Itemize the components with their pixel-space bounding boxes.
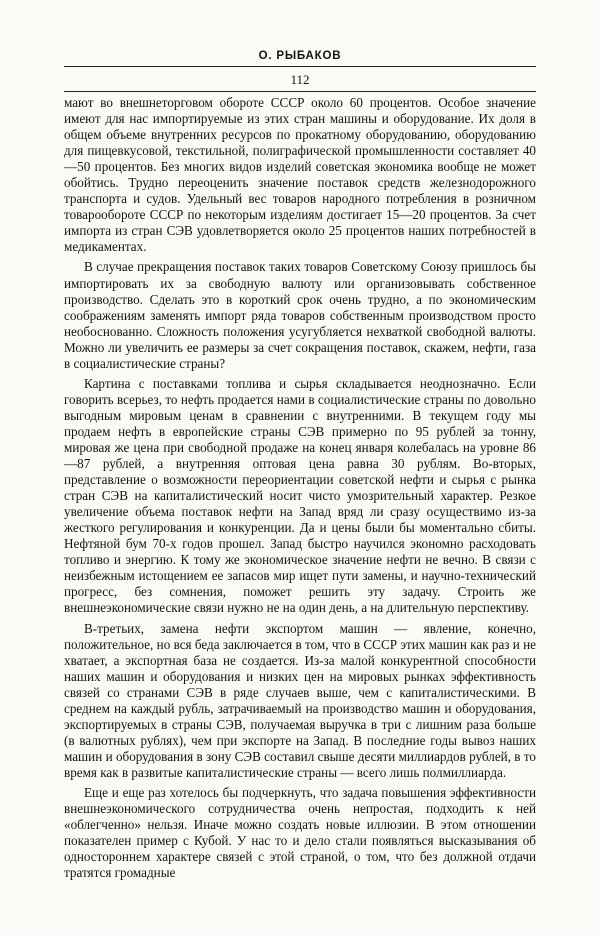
page-number: 112 — [290, 72, 310, 87]
paragraph-1: мают во внешнеторговом обороте СССР около 60 процентов. Особое значение имеют для нас импортируемые из этих стран машины и оборудование. Их доля в общем объеме внутренних ресурсов по прокатному оборудованию, оборудованию для пищевкусовой, текстильной, полиграфической промышленности составляет 40—50 процентов. Без многих видов изделий советская экономика вообще не может обойтись. Трудно переоценить значение поставок средств железнодорожного транспорта и судов. Удельный вес товаров народного потребления в розничном товарообороте СССР по некоторым изделиям достигает 15—20 процентов. За счет импорта из стран СЭВ удовлетворяется около 25 процентов наших потребностей в медикаментах. — [64, 95, 536, 255]
running-title: О. РЫБАКОВ — [258, 50, 342, 62]
paragraph-5: Еще и еще раз хотелось бы подчеркнуть, что задача повышения эффективности внешнеэкономического сотрудничества очень непростая, подходить к ней «облегченно» нельзя. Иначе можно создать новые иллюзии. В этом отношении показателен пример с Кубой. У нас то и дело стали появляться высказывания об одностороннем характере связей с этой страной, о том, что без должной отдачи тратятся громадные — [64, 784, 536, 881]
header-rule-top — [64, 66, 536, 67]
paragraph-4: В-третьих, замена нефти экспортом машин — явление, конечно, положительное, но вся беда заключается в том, что в СССР этих машин как раз и не хватает, а экспортная база не создается. Из-за малой конкурентной способности наших машин и оборудования и низких цен на мировых рынках эффективность связей со странами СЭВ в ряде случаев выше, чем с капиталистическими. В среднем на каждый рубль, затрачиваемый на производство машин и оборудования, экспортируемых в страны СЭВ, получаемая выручка в три с лишним раза больше (в валютных рублях), чем при экспорте на Запад. В последние годы вывоз наших машин и оборудования в зону СЭВ составил свыше десяти миллиардов рублей, в то время как в развитые капиталистические страны — всего лишь полмиллиарда. — [64, 620, 536, 780]
paragraph-3: Картина с поставками топлива и сырья складывается неоднозначно. Если говорить всерьез, то нефть продается нами в социалистические страны по довольно выгодным мировым ценам в сравнении с внутренними. В текущем году мы продаем нефть в европейские страны СЭВ примерно по 95 рублей за тонну, мировая же цена при свободной продаже на конец января колебалась на уровне 86—87 рублей, а внутренняя оптовая цена равна 30 рублям. Во-вторых, представление о возможности переориентации советской нефти и сырья с рынка стран СЭВ на капиталистический носит чисто умозрительный характер. Резкое увеличение объема поставок нефти на Запад вряд ли сразу осуществимо из-за жесткого регулирования и конкуренции. Да и цены были бы моментально сбиты. Нефтяной бум 70-х годов прошел. Запад быстро научился экономно расходовать топливо и энергию. К тому же экономическое значение нефти не вечно. В связи с неизбежным истощением ее запасов мир ищет пути замены, и научно-технический прогресс, без сомнения, поможет решить эту задачу. Строить же внешнеэкономические связи нужно не на один день, а на длительную перспективу. — [64, 375, 536, 616]
paragraph-2: В случае прекращения поставок таких товаров Советскому Союзу пришлось бы импортировать их за свободную валюту или организовывать собственное производство. Сделать это в короткий срок очень трудно, а по экономическим соображениям заменять импорт ряда товаров собственным производством просто необоснованно. Сложность положения усугубляется нехваткой свободной валюты. Можно ли увеличить ее размеры за счет сокращения поставок, скажем, нефти, газа в социалистические страны? — [64, 259, 536, 371]
body-text — [64, 95, 536, 881]
header-rule-bottom — [64, 91, 536, 92]
